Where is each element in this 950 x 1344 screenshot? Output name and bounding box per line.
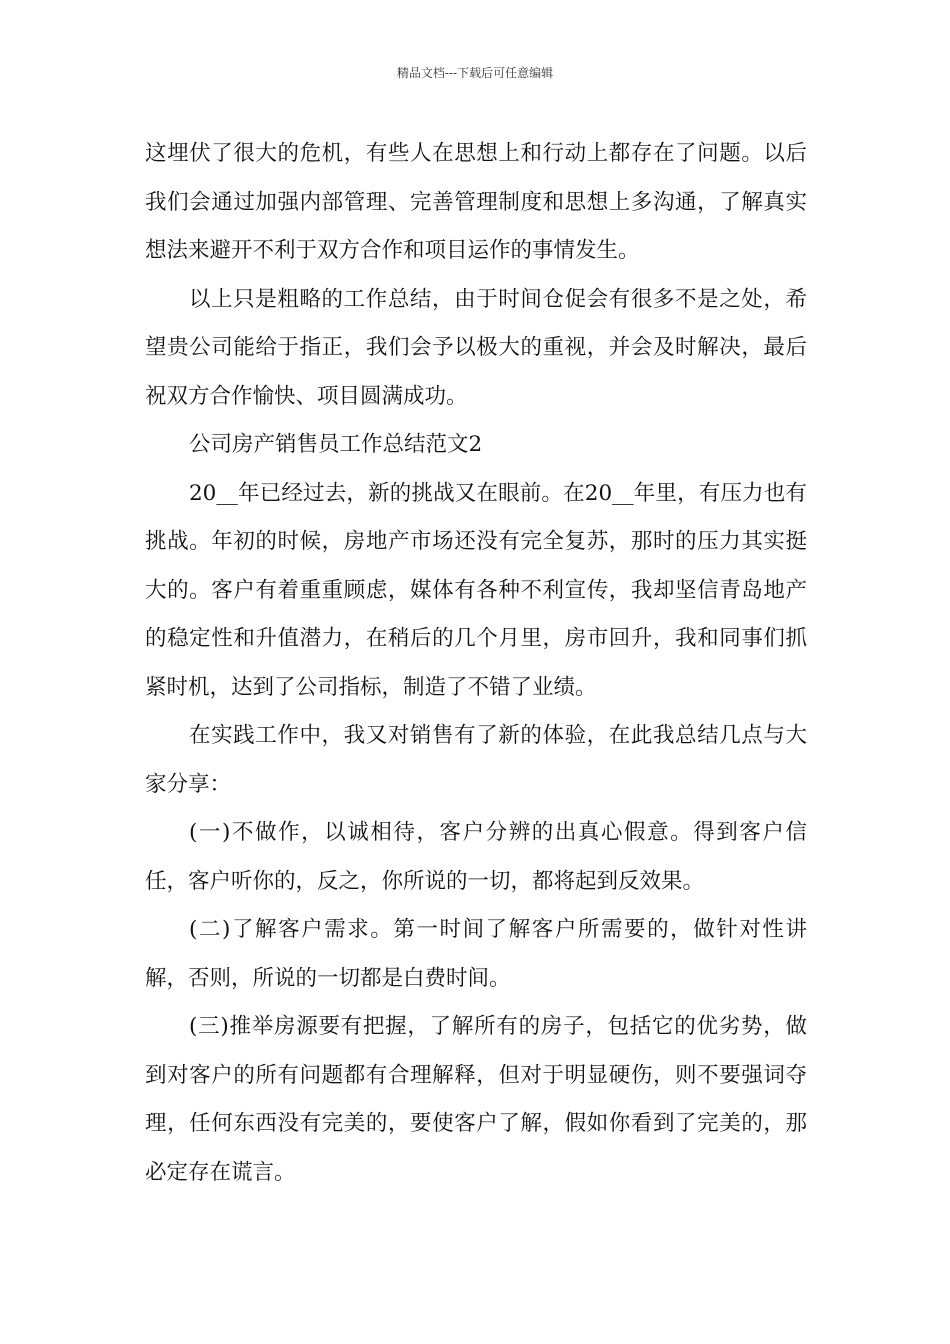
page-header: 精品文档---下载后可任意编辑 [396,66,554,80]
section-title: 公司房产销售员工作总结范文2 [189,432,483,457]
paragraph-3: 20__年已经过去，新的挑战又在眼前。在20__年里，有压力也有挑战。年初的时候，房地产市场还没有完全复苏，那时的压力其实挺大的。客户有着重重顾虑，媒体有各种不利宣传，我却坚信青岛地产的稳定性和升值潜力，在稍后的几个月里，房市回升，我和同事们抓紧时机，达到了公司指标，制造了不错了业绩。 [145,480,807,700]
paragraph-4: 在实践工作中，我又对销售有了新的体验，在此我总结几点与大家分享： [145,723,807,797]
point-1: (一)不做作，以诚相待，客户分辨的出真心假意。得到客户信任，客户听你的，反之，你所说的一切，都将起到反效果。 [145,820,807,894]
paragraph-2: 以上只是粗略的工作总结，由于时间仓促会有很多不是之处，希望贵公司能给于指正，我们会予以极大的重视，并会及时解决，最后祝双方合作愉快、项目圆满成功。 [145,286,807,409]
paragraph-1: 这埋伏了很大的危机，有些人在思想上和行动上都存在了问题。以后我们会通过加强内部管理、完善管理制度和思想上多沟通，了解真实想法来避开不利于双方合作和项目运作的事情发生。 [145,141,807,263]
document-body [145,130,807,1197]
point-2: (二)了解客户需求。第一时间了解客户所需要的，做针对性讲解，否则，所说的一切都是白费时间。 [145,917,807,991]
point-3: (三)推举房源要有把握，了解所有的房子，包括它的优劣势，做到对客户的所有问题都有合理解释，但对于明显硬伤，则不要强词夺理，任何东西没有完美的，要使客户了解，假如你看到了完美的，那必定存在谎言。 [145,1014,807,1185]
